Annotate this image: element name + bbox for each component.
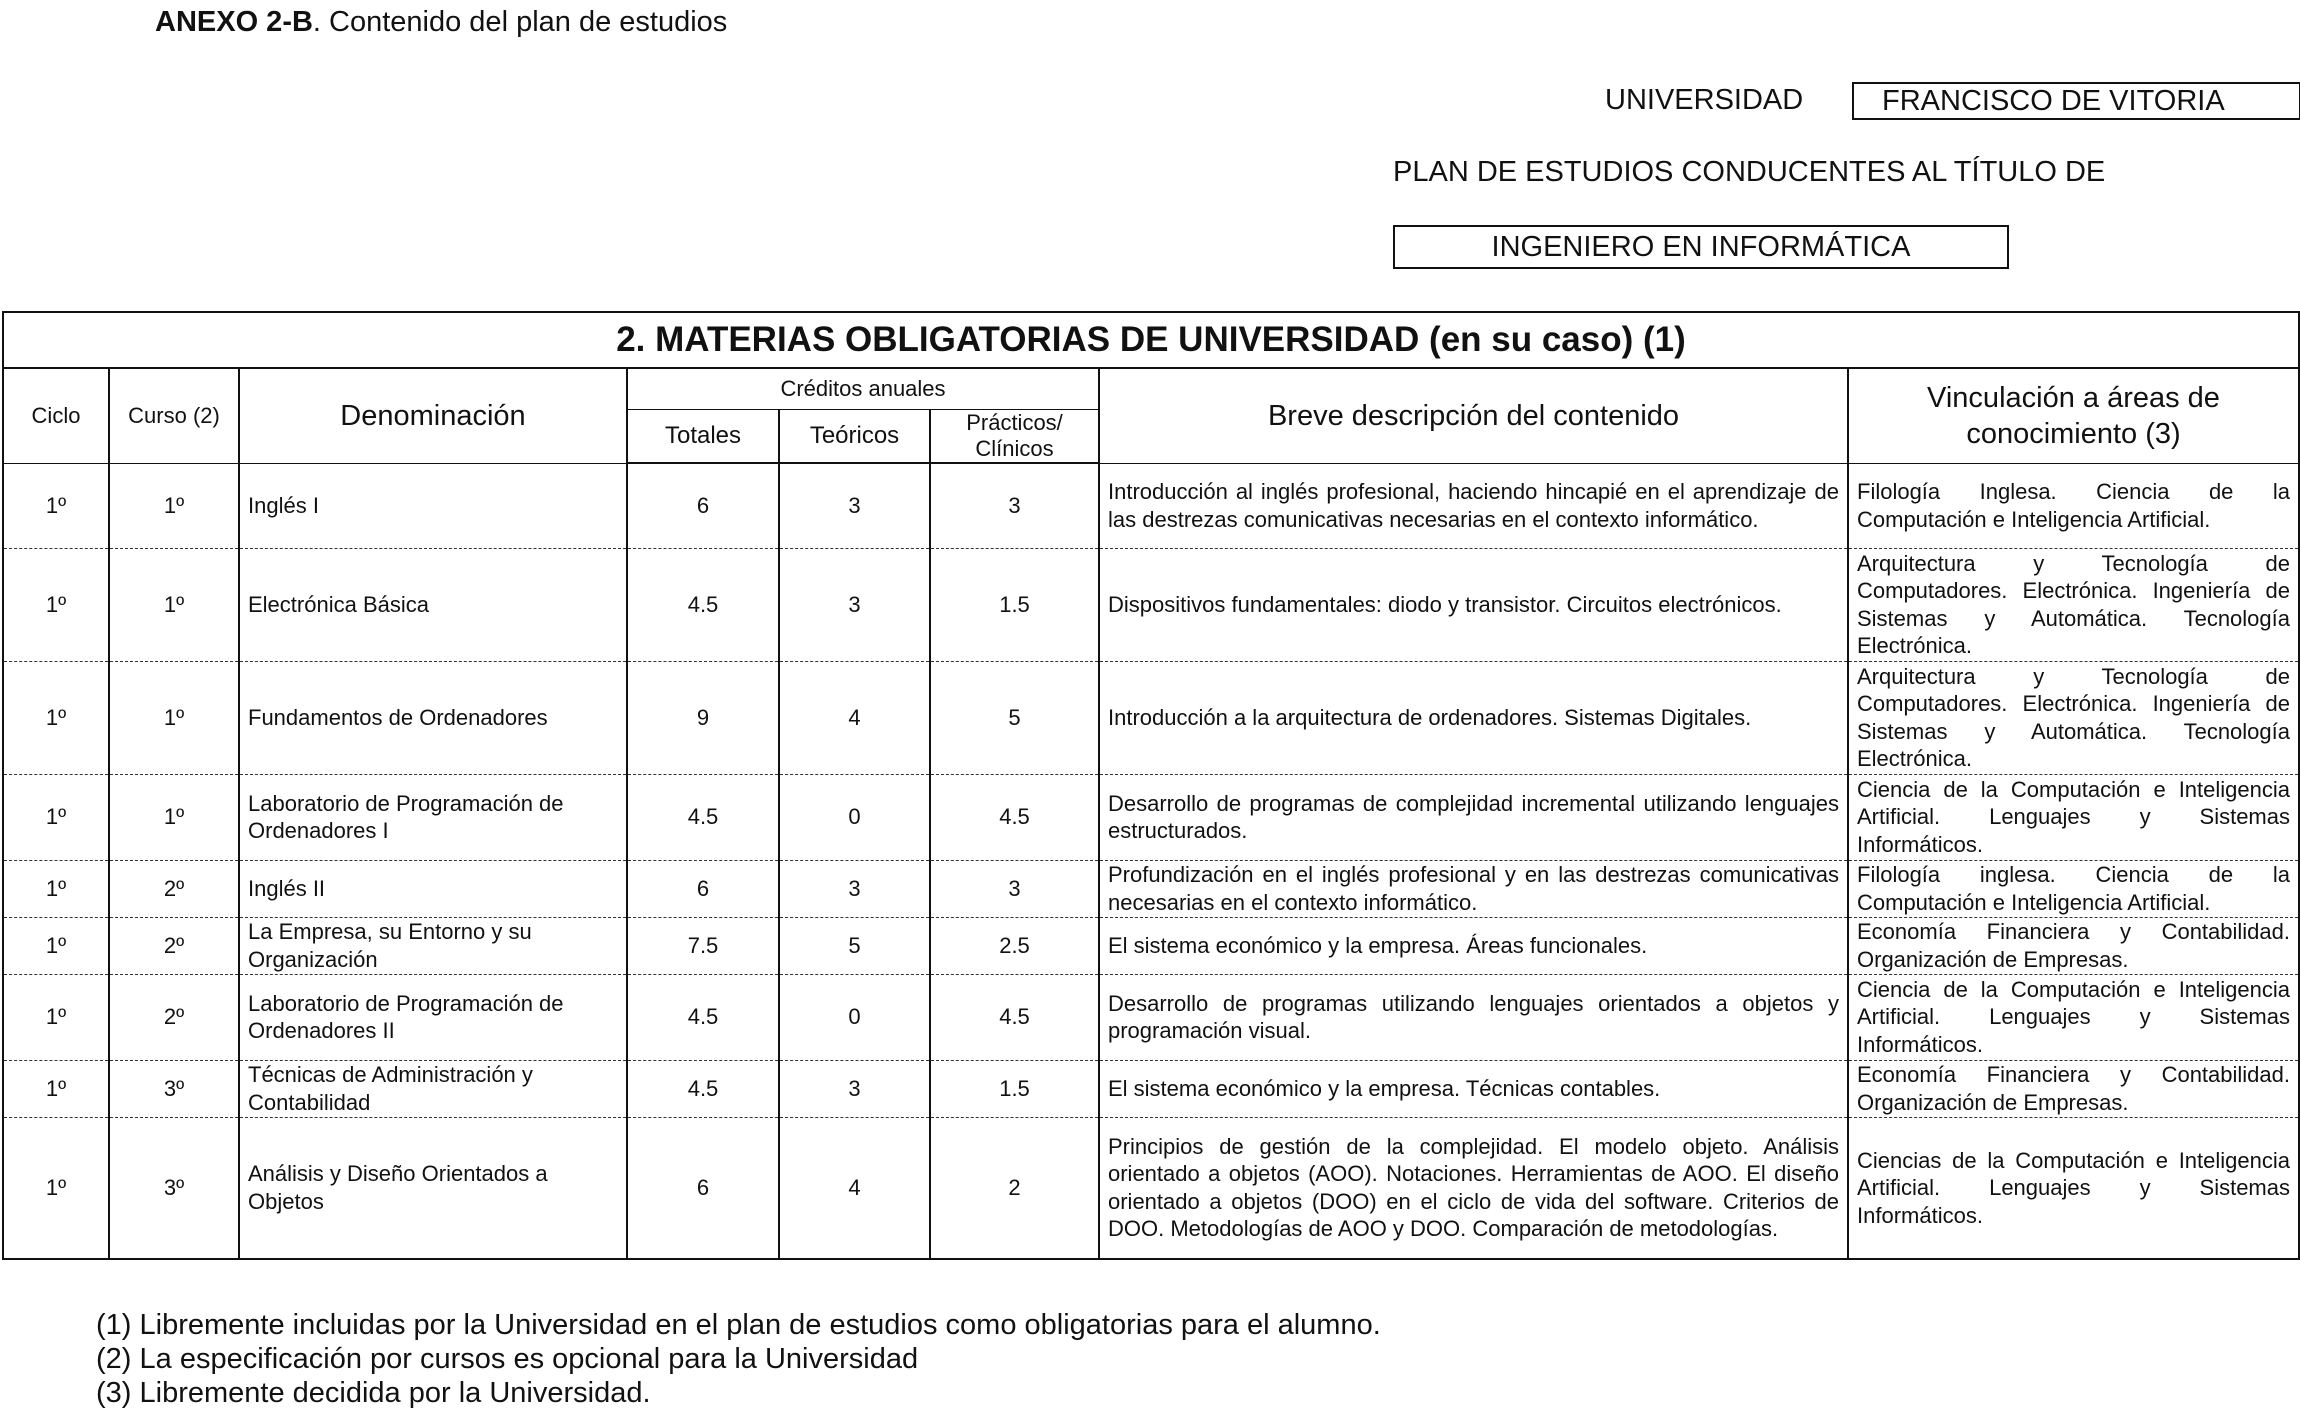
cell-teoricos: 3	[779, 463, 930, 548]
cell-vinculacion: Filología inglesa. Ciencia de la Computación e Inteligencia Artificial.	[1848, 860, 2299, 917]
table-row	[3, 1060, 2299, 1117]
cell-vinculacion: Ciencia de la Computación e Inteligencia Artificial. Lenguajes y Sistemas Informáticos.	[1848, 774, 2299, 860]
header-ciclo: Ciclo	[3, 368, 109, 463]
university-name: FRANCISCO DE VITORIA	[1882, 85, 2225, 117]
footnotes	[96, 1308, 1381, 1410]
cell-descripcion: El sistema económico y la empresa. Técnicas contables.	[1099, 1060, 1848, 1117]
footnote-3: (3) Libremente decidida por la Universidad.	[96, 1377, 651, 1409]
table-row	[3, 860, 2299, 917]
cell-descripcion: Introducción a la arquitectura de ordenadores. Sistemas Digitales.	[1099, 661, 1848, 774]
cell-teoricos: 3	[779, 1060, 930, 1117]
cell-practicos: 3	[930, 860, 1099, 917]
cell-curso: 2º	[109, 974, 239, 1060]
table-row	[3, 661, 2299, 774]
plan-title: PLAN DE ESTUDIOS CONDUCENTES AL TÍTULO DE	[1393, 156, 2106, 188]
cell-totales: 9	[627, 661, 779, 774]
header-descripcion: Breve descripción del contenido	[1099, 368, 1848, 463]
cell-totales: 4.5	[627, 774, 779, 860]
table-row	[3, 1117, 2299, 1259]
table-row	[3, 774, 2299, 860]
cell-teoricos: 3	[779, 548, 930, 661]
university-name-box	[1852, 82, 2300, 120]
cell-vinculacion: Economía Financiera y Contabilidad. Organización de Empresas.	[1848, 1060, 2299, 1117]
cell-totales: 6	[627, 860, 779, 917]
cell-totales: 6	[627, 1117, 779, 1259]
cell-totales: 6	[627, 463, 779, 548]
annex-subtitle: . Contenido del plan de estudios	[312, 6, 728, 38]
annex-heading	[155, 6, 727, 39]
annex-label: ANEXO 2-B	[155, 6, 313, 38]
cell-ciclo: 1º	[3, 917, 109, 974]
cell-ciclo: 1º	[3, 1117, 109, 1259]
cell-descripcion: Principios de gestión de la complejidad. El modelo objeto. Análisis orientado a objetos (AOO). Notaciones. Herramientas de AOO. El diseño orientado a objetos (DOO) en el ciclo de vida del software. Criterios de DOO. Metodologías de AOO y DOO. Comparación de metodologías.	[1099, 1117, 1848, 1259]
cell-teoricos: 0	[779, 974, 930, 1060]
table-row	[3, 974, 2299, 1060]
cell-descripcion: El sistema económico y la empresa. Áreas funcionales.	[1099, 917, 1848, 974]
cell-denominacion: Inglés II	[239, 860, 627, 917]
cell-curso: 2º	[109, 917, 239, 974]
cell-ciclo: 1º	[3, 463, 109, 548]
header-creditos: Créditos anuales	[627, 368, 1099, 410]
cell-vinculacion: Arquitectura y Tecnología de Computadores. Electrónica. Ingeniería de Sistemas y Automática. Tecnología Electrónica.	[1848, 661, 2299, 774]
cell-totales: 4.5	[627, 1060, 779, 1117]
header-teoricos: Teóricos	[779, 410, 930, 464]
cell-practicos: 3	[930, 463, 1099, 548]
cell-teoricos: 5	[779, 917, 930, 974]
cell-practicos: 1.5	[930, 548, 1099, 661]
cell-denominacion: La Empresa, su Entorno y su Organización	[239, 917, 627, 974]
cell-curso: 2º	[109, 860, 239, 917]
cell-denominacion: Laboratorio de Programación de Ordenadores II	[239, 974, 627, 1060]
table-row	[3, 463, 2299, 548]
header-practicos: Prácticos/ Clínicos	[930, 410, 1099, 464]
cell-teoricos: 0	[779, 774, 930, 860]
cell-vinculacion: Ciencias de la Computación e Inteligencia Artificial. Lenguajes y Sistemas Informáticos.	[1848, 1117, 2299, 1259]
cell-denominacion: Técnicas de Administración y Contabilidad	[239, 1060, 627, 1117]
cell-descripcion: Profundización en el inglés profesional y en las destrezas comunicativas necesarias en el contexto informático.	[1099, 860, 1848, 917]
cell-totales: 7.5	[627, 917, 779, 974]
cell-ciclo: 1º	[3, 974, 109, 1060]
cell-practicos: 5	[930, 661, 1099, 774]
cell-teoricos: 4	[779, 661, 930, 774]
cell-descripcion: Desarrollo de programas de complejidad incremental utilizando lenguajes estructurados.	[1099, 774, 1848, 860]
cell-ciclo: 1º	[3, 548, 109, 661]
cell-denominacion: Inglés I	[239, 463, 627, 548]
cell-vinculacion: Arquitectura y Tecnología de Computadores. Electrónica. Ingeniería de Sistemas y Automática. Tecnología Electrónica.	[1848, 548, 2299, 661]
header-curso: Curso (2)	[109, 368, 239, 463]
subjects-table	[2, 311, 2300, 1260]
header-totales: Totales	[627, 410, 779, 464]
cell-descripcion: Dispositivos fundamentales: diodo y transistor. Circuitos electrónicos.	[1099, 548, 1848, 661]
footnote-2: (2) La especificación por cursos es opcional para la Universidad	[96, 1343, 919, 1375]
cell-practicos: 4.5	[930, 974, 1099, 1060]
cell-ciclo: 1º	[3, 661, 109, 774]
degree-name: INGENIERO EN INFORMÁTICA	[1393, 225, 2009, 269]
header-denominacion: Denominación	[239, 368, 627, 463]
cell-curso: 1º	[109, 463, 239, 548]
cell-descripcion: Introducción al inglés profesional, haciendo hincapié en el aprendizaje de las destrezas comunicativas necesarias en el contexto informático.	[1099, 463, 1848, 548]
cell-curso: 1º	[109, 774, 239, 860]
cell-denominacion: Laboratorio de Programación de Ordenadores I	[239, 774, 627, 860]
table-title: 2. MATERIAS OBLIGATORIAS DE UNIVERSIDAD (en su caso) (1)	[3, 312, 2299, 368]
cell-ciclo: 1º	[3, 774, 109, 860]
cell-denominacion: Electrónica Básica	[239, 548, 627, 661]
cell-teoricos: 4	[779, 1117, 930, 1259]
header-vinculacion: Vinculación a áreas de conocimiento (3)	[1848, 368, 2299, 463]
cell-practicos: 2.5	[930, 917, 1099, 974]
cell-practicos: 1.5	[930, 1060, 1099, 1117]
cell-descripcion: Desarrollo de programas utilizando lenguajes orientados a objetos y programación visual.	[1099, 974, 1848, 1060]
table-row	[3, 917, 2299, 974]
cell-curso: 1º	[109, 661, 239, 774]
cell-vinculacion: Ciencia de la Computación e Inteligencia Artificial. Lenguajes y Sistemas Informáticos.	[1848, 974, 2299, 1060]
cell-practicos: 2	[930, 1117, 1099, 1259]
cell-ciclo: 1º	[3, 860, 109, 917]
cell-curso: 1º	[109, 548, 239, 661]
cell-teoricos: 3	[779, 860, 930, 917]
cell-ciclo: 1º	[3, 1060, 109, 1117]
cell-curso: 3º	[109, 1117, 239, 1259]
cell-vinculacion: Filología Inglesa. Ciencia de la Computación e Inteligencia Artificial.	[1848, 463, 2299, 548]
table-row	[3, 548, 2299, 661]
cell-denominacion: Fundamentos de Ordenadores	[239, 661, 627, 774]
cell-curso: 3º	[109, 1060, 239, 1117]
cell-denominacion: Análisis y Diseño Orientados a Objetos	[239, 1117, 627, 1259]
cell-totales: 4.5	[627, 974, 779, 1060]
cell-totales: 4.5	[627, 548, 779, 661]
footnote-1: (1) Libremente incluidas por la Universidad en el plan de estudios como obligatorias para el alumno.	[96, 1309, 1381, 1341]
university-label: UNIVERSIDAD	[1605, 84, 1804, 116]
cell-practicos: 4.5	[930, 774, 1099, 860]
cell-vinculacion: Economía Financiera y Contabilidad. Organización de Empresas.	[1848, 917, 2299, 974]
